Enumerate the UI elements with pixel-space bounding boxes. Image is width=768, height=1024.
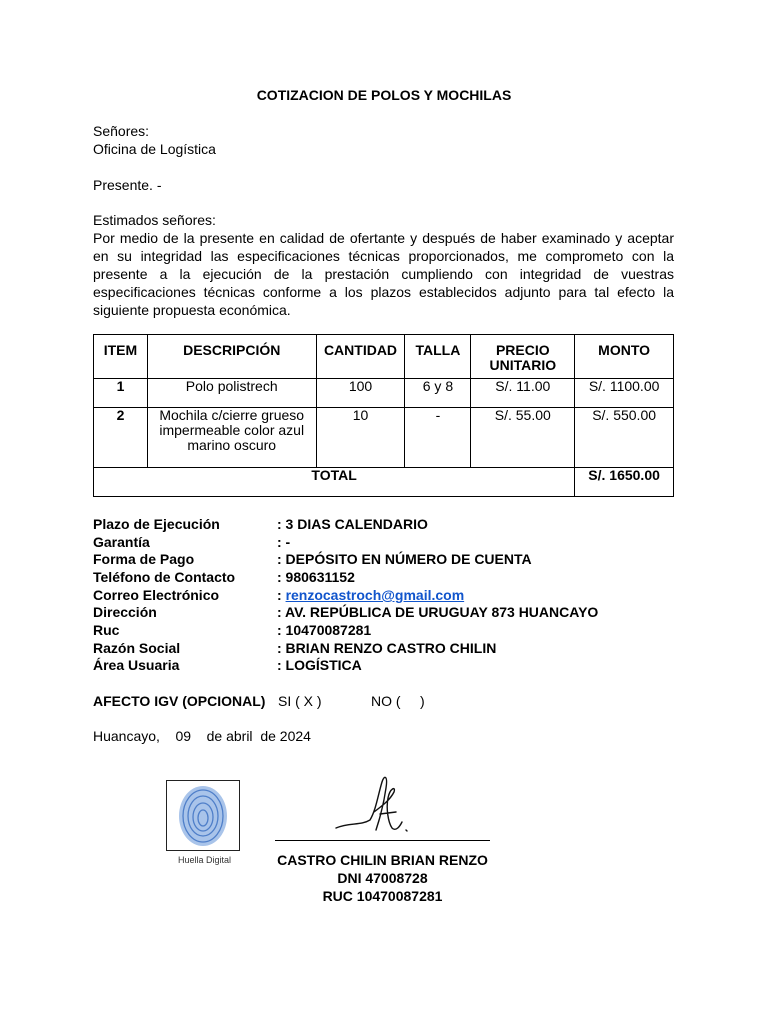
email-link[interactable]: renzocastroch@gmail.com — [285, 587, 465, 603]
cell-size: - — [405, 408, 471, 468]
info-label-plazo: Plazo de Ejecución — [93, 516, 220, 532]
table-header: MONTO — [575, 335, 674, 379]
signature-drawing — [330, 770, 420, 840]
info-value-razon: : BRIAN RENZO CASTRO CHILIN — [277, 640, 497, 656]
cell-unit-price: S/. 11.00 — [471, 379, 575, 408]
info-value-garantia: : - — [277, 534, 291, 550]
igv-si: SI ( X ) — [278, 693, 322, 709]
table-header: PRECIO UNITARIO — [471, 335, 575, 379]
table-row — [94, 379, 674, 408]
info-value-area: : LOGÍSTICA — [277, 657, 362, 673]
presente-line: Presente. - — [93, 177, 162, 193]
cell-size: 6 y 8 — [405, 379, 471, 408]
signer-ruc: RUC 10470087281 — [322, 888, 443, 904]
table-row — [94, 408, 674, 468]
igv-no: NO ( ) — [371, 693, 425, 709]
fingerprint-box — [166, 780, 240, 868]
cell-item: 1 — [94, 379, 148, 408]
info-label-telefono: Teléfono de Contacto — [93, 569, 236, 585]
cell-quantity: 100 — [316, 379, 405, 408]
cell-description: Polo polistrech — [147, 379, 316, 408]
info-value-ruc: : 10470087281 — [277, 622, 372, 638]
cell-description: Mochila c/cierre grueso impermeable color azul marino oscuro — [147, 408, 316, 468]
salutation-line-2: Oficina de Logística — [93, 141, 216, 157]
info-label-ruc: Ruc — [93, 622, 120, 638]
info-label-razon: Razón Social — [93, 640, 181, 656]
estimados-line: Estimados señores: — [93, 212, 216, 228]
cell-amount: S/. 550.00 — [575, 408, 674, 468]
cell-item: 2 — [94, 408, 148, 468]
info-value-correo — [277, 586, 464, 604]
signer-name: CASTRO CHILIN BRIAN RENZO — [277, 852, 488, 868]
quote-table — [93, 334, 674, 497]
cell-quantity: 10 — [316, 408, 405, 468]
table-header: ITEM — [94, 335, 148, 379]
cell-amount: S/. 1100.00 — [575, 379, 674, 408]
info-value-plazo: : 3 DIAS CALENDARIO — [277, 516, 428, 532]
document-title: COTIZACION DE POLOS Y MOCHILAS — [256, 87, 512, 103]
table-header: DESCRIPCIÓN — [147, 335, 316, 379]
salutation-line-1: Señores: — [93, 123, 150, 139]
fingerprint-icon — [166, 780, 240, 868]
table-header-row — [94, 335, 674, 379]
email-prefix: : — [277, 587, 286, 603]
igv-label: AFECTO IGV (OPCIONAL) — [93, 693, 266, 709]
info-label-pago: Forma de Pago — [93, 551, 195, 567]
body-paragraph: Por medio de la presente en calidad de ofertante y después de haber examinado y aceptar en su integridad las especificaciones técnicas proporcionados, me comprometo con la presente a la ejecución de la prestación cumpliendo con integridad de vuestras especificaciones técnicas conforme a los plazos establecidos adjunto para tal efecto la siguiente propuesta económica. — [93, 230, 674, 318]
info-value-direccion: : AV. REPÚBLICA DE URUGUAY 873 HUANCAYO — [277, 604, 599, 620]
signer-dni: DNI 47008728 — [337, 870, 428, 886]
table-header: TALLA — [405, 335, 471, 379]
fingerprint-caption: Huella Digital — [178, 855, 232, 865]
info-label-correo: Correo Electrónico — [93, 587, 220, 603]
total-label: TOTAL — [94, 468, 575, 497]
total-row — [94, 468, 674, 497]
cell-unit-price: S/. 55.00 — [471, 408, 575, 468]
table-header: CANTIDAD — [316, 335, 405, 379]
total-value: S/. 1650.00 — [575, 468, 674, 497]
signature-line — [275, 840, 490, 841]
info-label-garantia: Garantía — [93, 534, 150, 550]
date-line: Huancayo, 09 de abril de 2024 — [93, 728, 311, 744]
info-label-area: Área Usuaria — [93, 657, 180, 673]
info-label-direccion: Dirección — [93, 604, 157, 620]
info-value-pago: : DEPÓSITO EN NÚMERO DE CUENTA — [277, 551, 532, 567]
info-value-telefono: : 980631152 — [277, 569, 355, 585]
